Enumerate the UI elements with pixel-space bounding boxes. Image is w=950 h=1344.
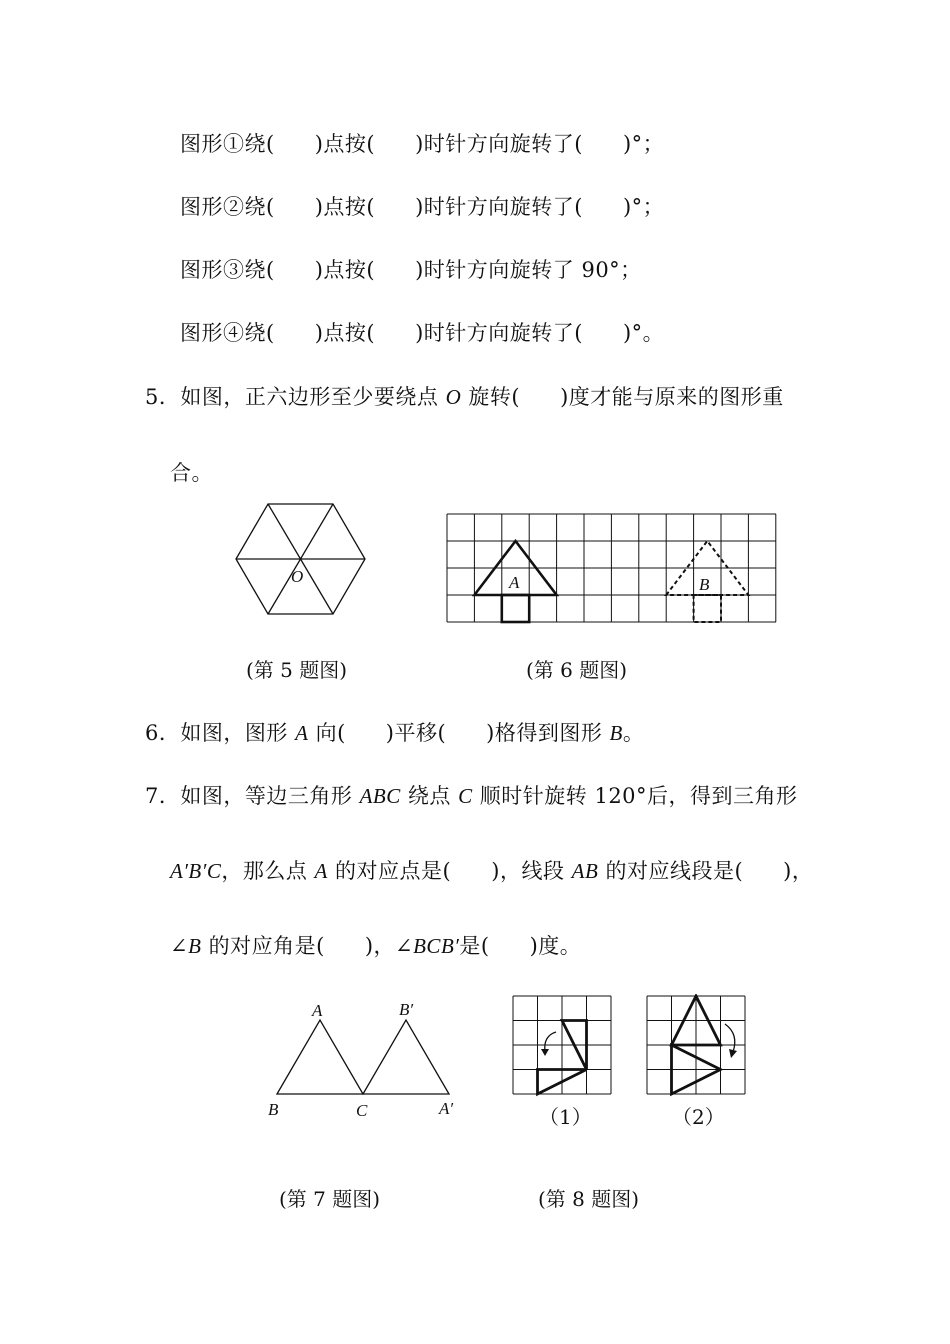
q4-line-3-m1: )点按( [314, 258, 376, 282]
q7-l2-f: AB [571, 859, 599, 883]
q4-line-2 [180, 191, 664, 221]
figure-7-triangles [262, 994, 472, 1122]
q4-line-1-end: )°； [622, 132, 665, 156]
q7-l3-b: B [188, 934, 202, 958]
q5-line-1 [145, 381, 784, 411]
q4-line-4-end: )°。 [622, 321, 665, 345]
q4-line-4-m2: )时针方向旋转了( [415, 321, 583, 345]
q7-l2-a: A′B′C [170, 859, 222, 883]
fig7-label-b: B [268, 1100, 279, 1119]
q7-l1-c: C [458, 784, 473, 808]
fig8-sub1-label: （1） [539, 1105, 592, 1129]
triangle-a2b2c [363, 1020, 449, 1094]
fig8-2-rotation-arrow [725, 1024, 735, 1052]
q6-text-1: 如图，图形 [180, 721, 296, 745]
q7-line-3 [170, 930, 581, 960]
q6-var-a: A [295, 721, 309, 745]
q5-number: 5． [145, 385, 181, 409]
fig6-shape-a-stem [502, 595, 529, 622]
q4-line-2-end: )°； [622, 195, 665, 219]
q4-line-2-m2: )时针方向旋转了( [415, 195, 583, 219]
fig5-caption: (第 5 题图) [246, 658, 348, 682]
fig6-shape-b-stem [694, 595, 721, 622]
fig7-label-c: C [356, 1101, 368, 1120]
q7-l2-g: 的对应线段是( [598, 859, 744, 883]
fig7-label-a: A [312, 1001, 323, 1020]
q4-line-1-m1: )点按( [314, 132, 376, 156]
q7-l2-d: 的对应点是( [327, 859, 452, 883]
q5-text-a: 如图，正六边形至少要绕点 [180, 385, 446, 409]
q5-var-o: O [445, 385, 462, 409]
fig8-2-arrowhead-icon [729, 1049, 737, 1058]
fig5-label-o: O [291, 567, 304, 586]
q4-line-1-m2: )时针方向旋转了( [415, 132, 583, 156]
q7-l3-a: ∠ [170, 934, 189, 958]
q7-l1-abc: ABC [359, 784, 401, 808]
fig7-label-b-prime: B′ [399, 1000, 414, 1019]
q5-text-b: 旋转( [461, 385, 521, 409]
triangle-abc [277, 1020, 363, 1094]
q7-l3-c: 的对应角是( [201, 934, 325, 958]
fig7-label-a-prime: A′ [439, 1099, 454, 1118]
q4-line-3 [180, 254, 642, 284]
fig8-sub2-label: （2） [672, 1105, 725, 1129]
q7-l3-f: 是( [459, 934, 490, 958]
q7-l3-e: BCB′ [413, 934, 460, 958]
q6-line [145, 717, 644, 747]
fig7-caption: (第 7 题图) [279, 1187, 381, 1211]
q7-line-2 [170, 855, 813, 885]
q4-line-4 [180, 317, 664, 347]
q6-text-4: )格得到图形 [486, 721, 610, 745]
q7-line-1 [145, 780, 798, 810]
fig8-1-arrowhead-icon [541, 1049, 549, 1056]
q7-l1-a: 如图，等边三角形 [180, 784, 360, 808]
q4-line-2-m1: )点按( [314, 195, 376, 219]
q4-line-1-prefix: 图形①绕( [180, 132, 275, 156]
q4-line-4-prefix: 图形④绕( [180, 321, 275, 345]
q4-line-1 [180, 128, 664, 158]
q4-line-3-prefix: 图形③绕( [180, 258, 275, 282]
q7-l2-e: )，线段 [491, 859, 572, 883]
q6-text-5: 。 [622, 721, 645, 745]
q7-l2-b: ，那么点 [221, 859, 315, 883]
q7-l2-h: )， [783, 859, 814, 883]
q4-line-4-m1: )点按( [314, 321, 376, 345]
q4-line-2-prefix: 图形②绕( [180, 195, 275, 219]
q7-number: 7． [145, 784, 181, 808]
figure-8-2-grid [645, 994, 749, 1098]
q7-l1-b: 绕点 [400, 784, 459, 808]
q7-l3-d: )，∠ [364, 934, 414, 958]
fig6-caption: (第 6 题图) [526, 658, 628, 682]
q5-line-2: 合。 [170, 461, 213, 485]
q7-l3-g: )度。 [529, 934, 582, 958]
q6-text-2: 向( [308, 721, 346, 745]
figure-8-1-grid [511, 994, 615, 1098]
q6-number: 6． [145, 721, 181, 745]
q4-line-3-m2: )时针方向旋转了 90°； [415, 258, 642, 282]
fig8-caption: (第 8 题图) [538, 1187, 640, 1211]
q6-text-3: )平移( [385, 721, 447, 745]
figure-5-hexagon [232, 500, 370, 620]
q7-l2-c: A [314, 859, 328, 883]
figure-6-grid [445, 512, 779, 626]
fig6-label-b: B [699, 575, 710, 594]
q5-text-c: )度才能与原来的图形重 [560, 385, 784, 409]
q6-var-b: B [609, 721, 623, 745]
fig6-label-a: A [509, 573, 520, 592]
q7-l1-d: 顺时针旋转 120°后，得到三角形 [472, 784, 798, 808]
